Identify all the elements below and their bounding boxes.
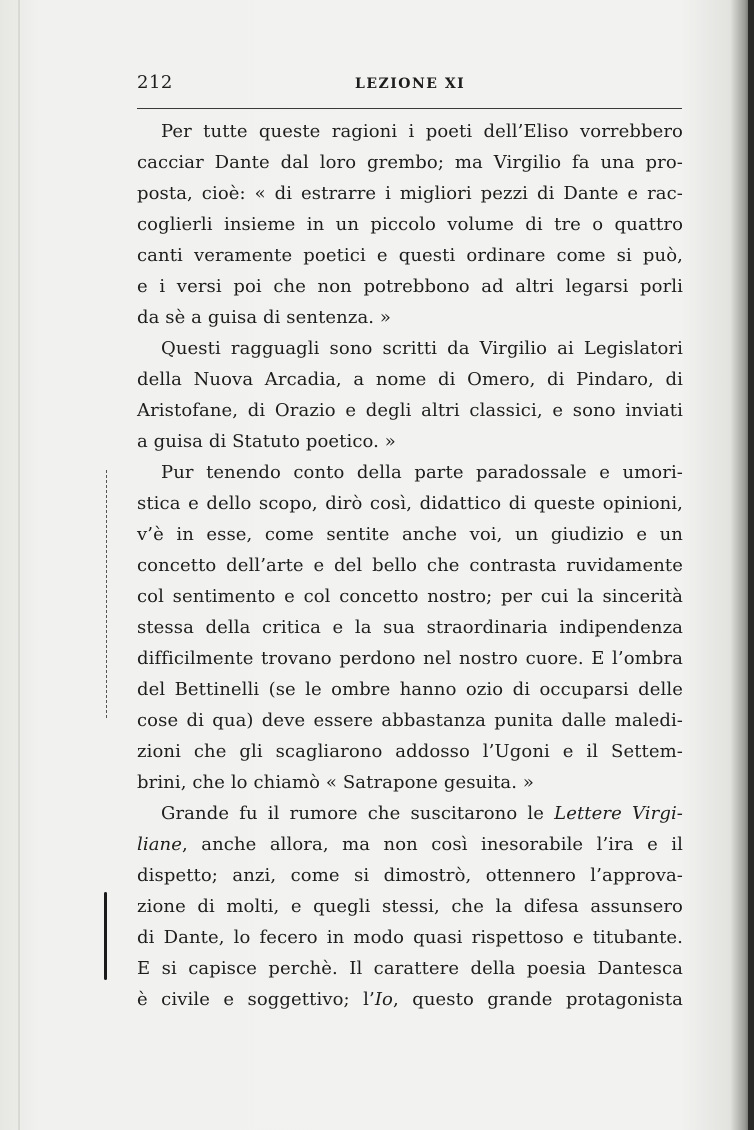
text-line: col sentimento e col concetto nostro; per cui la sincerità: [137, 586, 683, 607]
text-line: a guisa di Statuto poetico. »: [137, 431, 396, 452]
text-line: Pur tenendo conto della parte paradossale e umori-: [161, 462, 683, 483]
text-line: di Dante, lo fecero in modo quasi rispettoso e titubante.: [137, 927, 683, 948]
text-line: canti veramente poetici e questi ordinare come si può,: [137, 245, 683, 266]
text-line: brini, che lo chiamò « Satrapone gesuita. »: [137, 772, 535, 793]
text-line: concetto dell’arte e del bello che contrasta ruvidamente: [137, 555, 683, 576]
book-title-italic: Lettere Virgi-: [554, 803, 683, 824]
page-gutter-shadow: [18, 0, 20, 1130]
text-line: [137, 798, 683, 829]
text-line: [137, 829, 683, 860]
text-line: dispetto; anzi, come si dimostrò, ottennero l’approva-: [137, 865, 683, 886]
text-line: v’è in esse, come sentite anche voi, un giudizio e un: [137, 524, 683, 545]
header-rule: [137, 108, 682, 109]
text-span: , questo grande protagonista: [392, 989, 683, 1010]
running-head: LEZIONE XI: [355, 76, 466, 92]
text-line: cacciar Dante dal loro grembo; ma Virgilio fa una pro-: [137, 152, 683, 173]
text-line: Questi ragguagli sono scritti da Virgilio ai Legislatori: [161, 338, 683, 359]
text-line: stessa della critica e la sua straordinaria indipendenza: [137, 617, 683, 638]
text-line: Aristofane, di Orazio e degli altri classici, e sono inviati: [137, 400, 683, 421]
page-number: 212: [137, 72, 173, 93]
text-line: della Nuova Arcadia, a nome di Omero, di Pindaro, di: [137, 369, 683, 390]
text-span: , anche allora, ma non così inesorabile l’ira e il: [182, 834, 683, 855]
text-span: è civile e soggettivo; l’: [137, 989, 375, 1010]
book-title-italic: liane: [137, 834, 182, 855]
text-line: e i versi poi che non potrebbono ad altri legarsi porli: [137, 276, 683, 297]
text-line: cose di qua) deve essere abbastanza punita dalle maledi-: [137, 710, 683, 731]
text-line: da sè a guisa di sentenza. »: [137, 307, 392, 328]
body-text: [137, 116, 683, 1015]
text-line: del Bettinelli (se le ombre hanno ozio di occuparsi delle: [137, 679, 683, 700]
text-line: zioni che gli scagliarono addosso l’Ugoni e il Settem-: [137, 741, 683, 762]
page-edge: [748, 0, 754, 1130]
text-line: [137, 984, 683, 1015]
text-line: Per tutte queste ragioni i poeti dell’Eliso vorrebbero: [161, 121, 683, 142]
text-line: E si capisce perchè. Il carattere della poesia Dantesca: [137, 958, 683, 979]
text-line: stica e dello scopo, dirò così, didattico di queste opinioni,: [137, 493, 683, 514]
margin-pencil-mark: [106, 470, 107, 718]
text-line: difficilmente trovano perdono nel nostro cuore. E l’ombra: [137, 648, 683, 669]
page-header: [137, 72, 682, 102]
text-line: zione di molti, e quegli stessi, che la difesa assunsero: [137, 896, 683, 917]
margin-ink-mark: [104, 892, 107, 980]
text-line: coglierli insieme in un piccolo volume di tre o quattro: [137, 214, 683, 235]
italic-word: Io: [374, 989, 393, 1010]
text-span: Grande fu il rumore che suscitarono le: [161, 803, 555, 824]
text-line: posta, cioè: « di estrarre i migliori pezzi di Dante e rac-: [137, 183, 683, 204]
